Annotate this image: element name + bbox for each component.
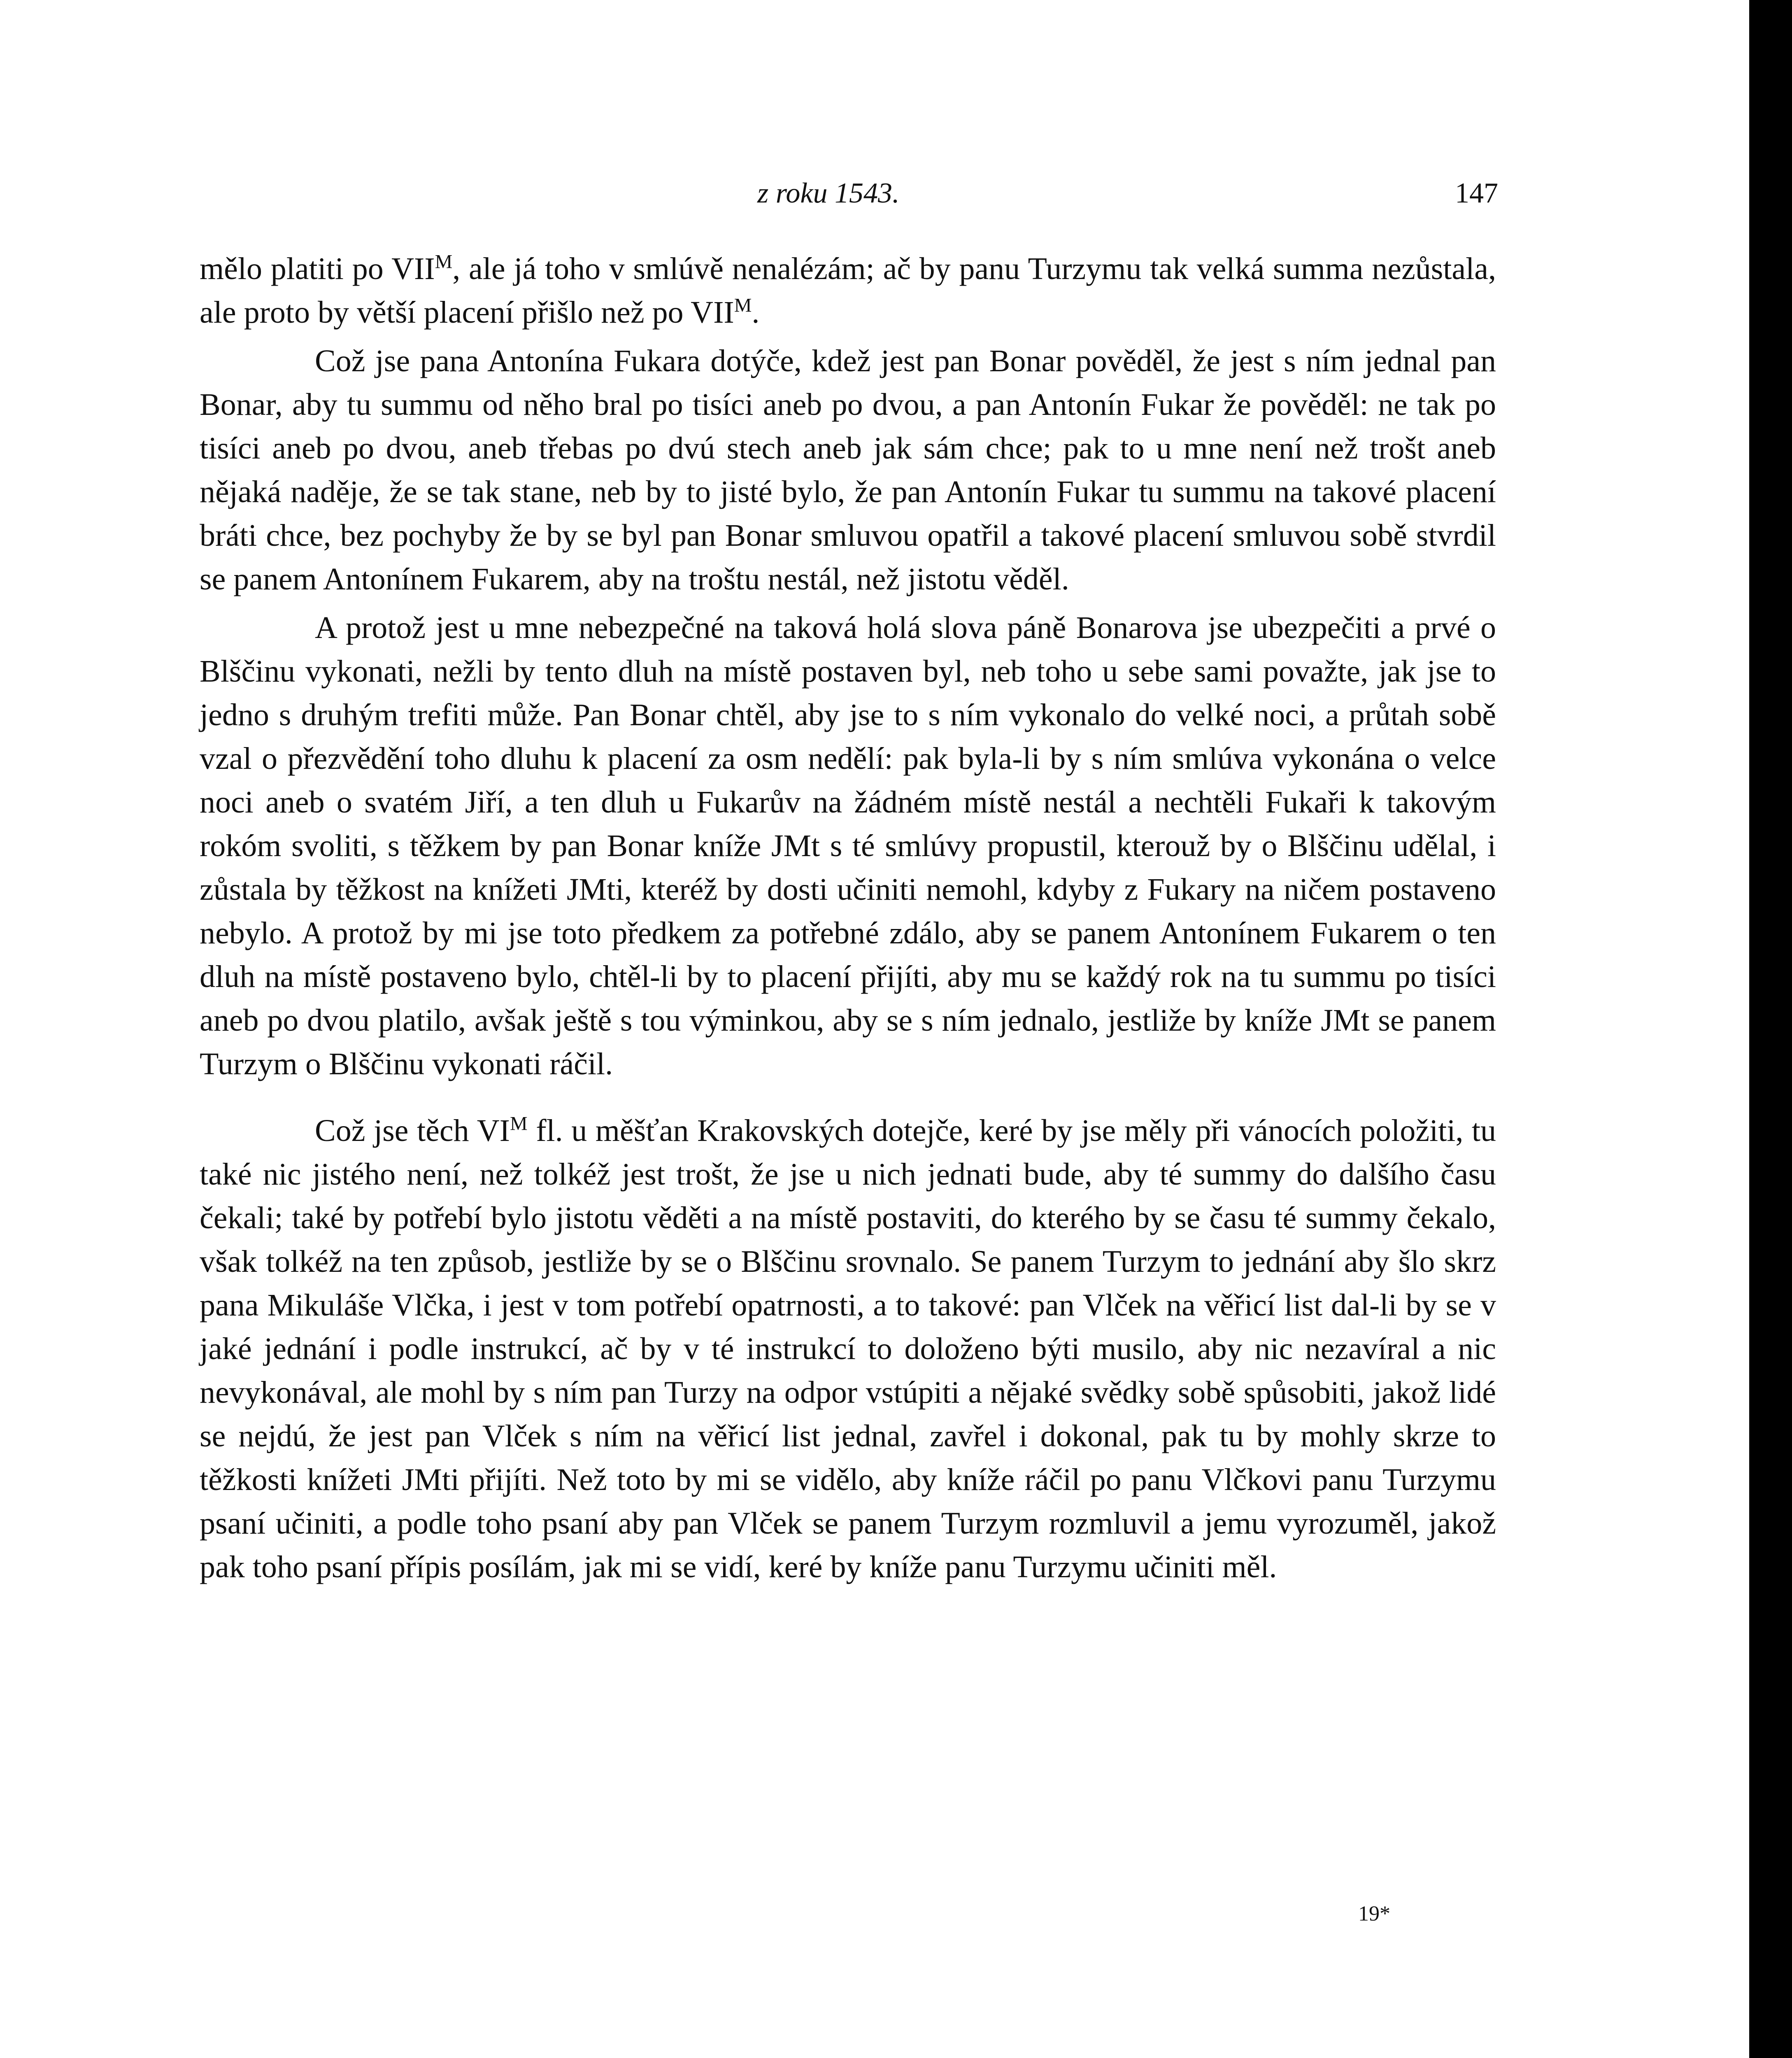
paragraph-1-superscript-a: M	[435, 251, 453, 273]
paragraph-1	[200, 247, 1496, 334]
paragraph-1-superscript-b: M	[734, 294, 752, 317]
page-header	[0, 173, 1749, 222]
paragraph-4-superscript: M	[510, 1113, 528, 1135]
paragraph-1-text-b: , ale já toho v smlúvě nenalézám; ač by panu Turzymu tak velká summa nezůstala, ale proto by větší placení přišlo než po VII	[200, 251, 1496, 330]
paragraph-1-text-a: mělo platiti po VII	[200, 251, 435, 286]
paragraph-4-text-b: fl. u měšťan Krakovských dotejče, keré by jse měly při vánocích položiti, tu také nic jistého není, než tolkéž jest trošt, že jse u nich jednati bude, aby té summy do dalšího času čekali; také by potřebí bylo jistotu věděti a na místě postaviti, do kterého by se času té summy čekalo, však tolkéž na ten způsob, jestliže by se o Blščinu srovnalo. Se panem Turzym to jednání aby šlo skrz pana Mikuláše Vlčka, i jest v tom potřebí opatrnosti, a to takové: pan Vlček na věřicí list dal-li by se v jaké jednání i podle instrukcí, ač by v té instrukcí to doloženo býti musilo, aby nic nezavíral a nic nevykonával, ale mohl by s ním pan Turzy na odpor vstúpiti a nějaké svědky sobě spůsobiti, jakož lidé se nejdú, že jest pan Vlček s ním na věřicí list jednal, zavřel i dokonal, pak tu by mohly skrze to těžkosti knížeti JMti přijíti. Než toto by mi se vidělo, aby kníže ráčil po panu Vlčkovi panu Turzymu psaní učiniti, a podle toho psaní aby pan Vlček se panem Turzym rozmluvil a jemu vyrozuměl, jakož pak toho psaní přípis posílám, jak mi se vidí, keré by kníže panu Turzymu učiniti měl.	[200, 1113, 1496, 1584]
signature-mark: 19*	[1358, 1902, 1390, 1925]
paragraph-2: Což jse pana Antonína Fukara dotýče, kdež jest pan Bonar pověděl, že jest s ním jednal pan Bonar, aby tu summu od něho bral po tisíci aneb po dvou, a pan Antonín Fukar že pověděl: ne tak po tisíci aneb po dvou, aneb třebas po dvú stech aneb jak sám chce; pak to u mne není než trošt aneb nějaká naděje, že se tak stane, neb by to jisté bylo, že pan Antonín Fukar tu summu na takové placení bráti chce, bez pochyby že by se byl pan Bonar smluvou opatřil a takové placení smluvou sobě stvrdil se panem Antonínem Fukarem, aby na troštu nestál, než jistotu věděl.	[200, 344, 1496, 596]
paragraph-4-text-a: Což jse těch VI	[315, 1113, 510, 1148]
paragraph-3: A protož jest u mne nebezpečné na taková holá slova páně Bonarova jse ubezpečiti a prvé o Blščinu vykonati, nežli by tento dluh na místě postaven byl, neb toho u sebe sami považte, jak jse to jedno s druhým trefiti může. Pan Bonar chtěl, aby jse to s ním vykonalo do velké noci, a průtah sobě vzal o přezvědění toho dluhu k placení za osm nedělí: pak byla-li by s ním smlúva vykonána o velce noci aneb o svatém Jiří, a ten dluh u Fukarův na žádném místě nestál a nechtěli Fukaři k takovým rokóm svoliti, s těžkem by pan Bonar kníže JMt s té smlúvy propustil, kterouž by o Blščinu udělal, i zůstala by těžkost na knížeti JMti, kteréž by dosti učiniti nemohl, kdyby z Fukary na ničem postaveno nebylo. A protož by mi jse toto předkem za potřebné zdálo, aby se panem Antonínem Fukarem o ten dluh na místě postaveno bylo, chtěl-li by to placení přijíti, aby mu se každý rok na tu summu po tisíci aneb po dvou platilo, avšak ještě s tou výminkou, aby se s ním jednalo, jestliže by kníže JMt se panem Turzym o Blščinu vykonati ráčil.	[200, 610, 1496, 1081]
paragraph-4	[200, 1109, 1496, 1589]
body-text	[200, 247, 1496, 1594]
paragraph-1-text-c: .	[752, 295, 760, 330]
running-title: z roku 1543.	[757, 177, 900, 209]
page-number: 147	[1455, 177, 1498, 209]
